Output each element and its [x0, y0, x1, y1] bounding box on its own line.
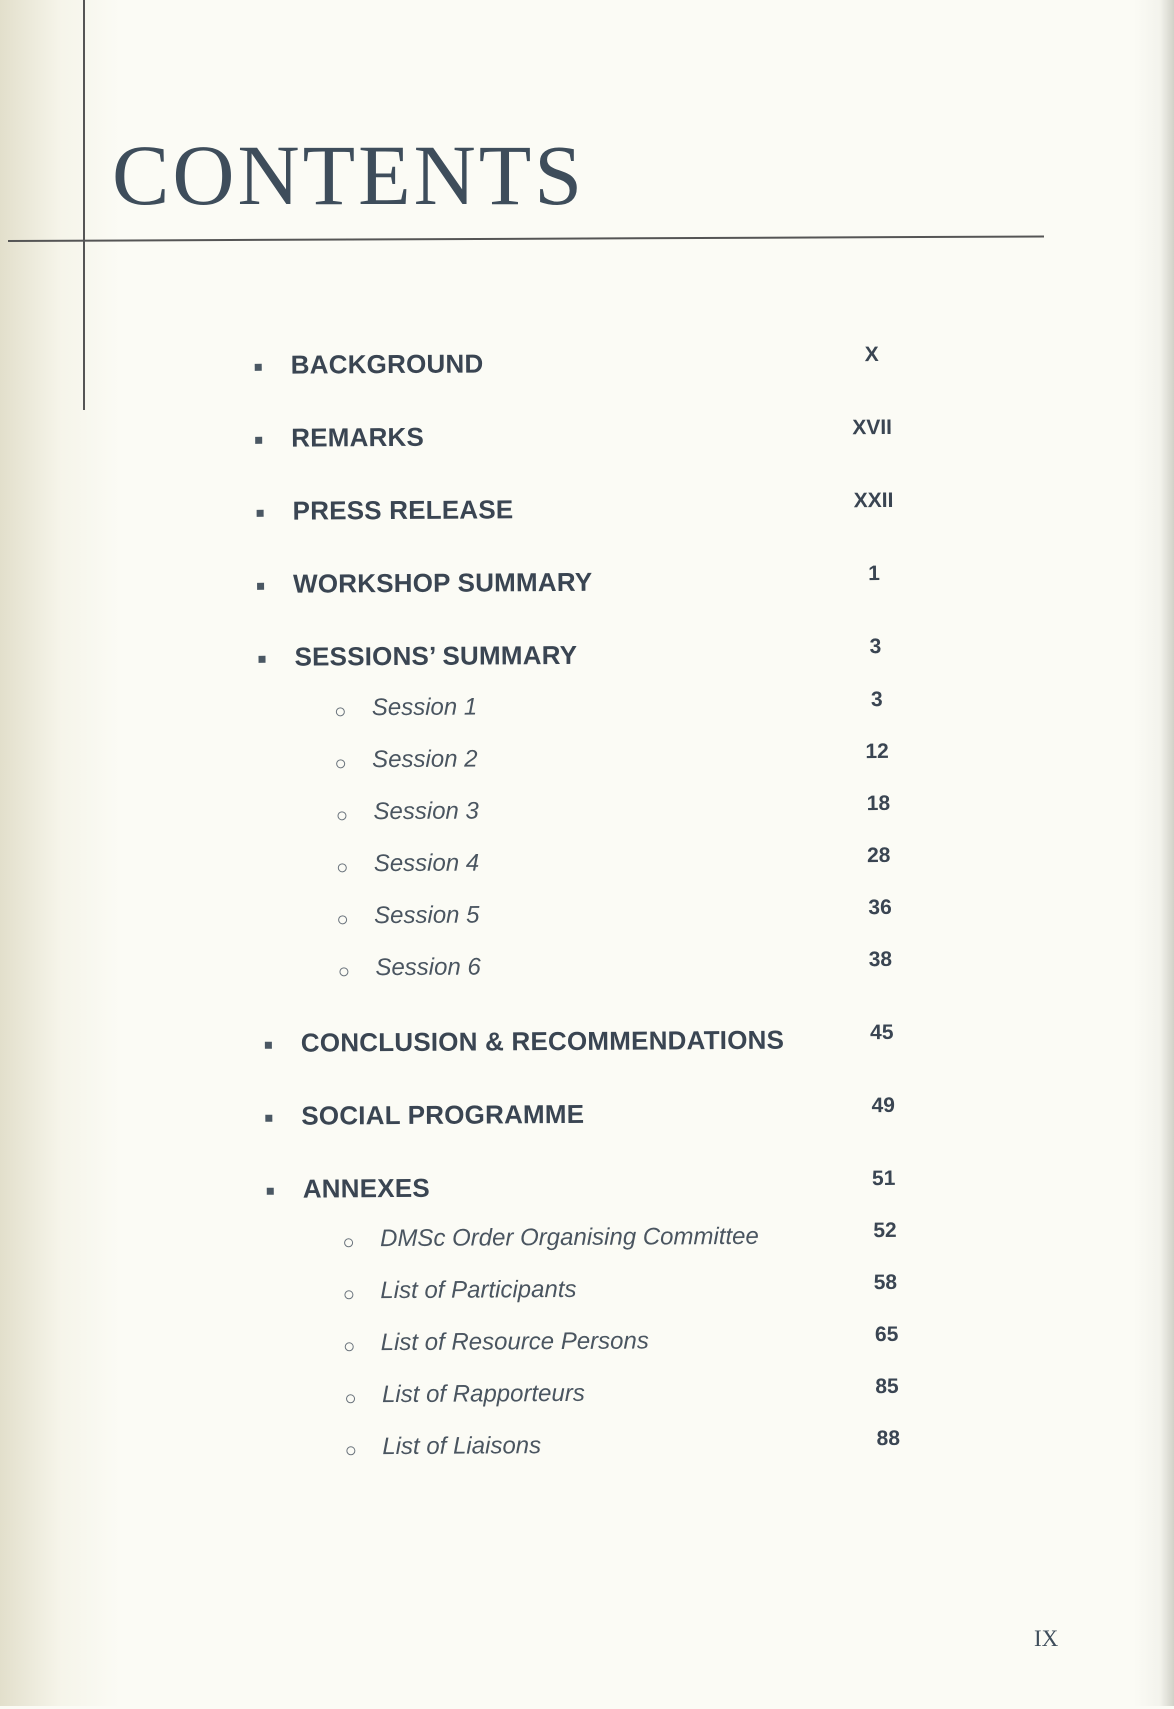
page-title: CONTENTS: [112, 127, 586, 223]
toc-entry-annexes[interactable]: [2, 1165, 1174, 1212]
circle-bullet-icon: [338, 915, 347, 924]
toc-entry-label: Session 3: [373, 797, 479, 826]
toc-entry-page: 1: [868, 562, 880, 586]
toc-entry-page: 12: [865, 739, 889, 764]
square-bullet-icon: [265, 1115, 272, 1122]
circle-bullet-icon: [336, 707, 345, 716]
toc-entry-background[interactable]: [0, 341, 1171, 388]
toc-entry-label: DMSc Order Organising Committee: [379, 1222, 759, 1253]
toc-entry-label: List of Rapporteurs: [381, 1379, 585, 1409]
toc-entry-press-release[interactable]: [0, 487, 1172, 534]
toc-entry-label: PRESS RELEASE: [292, 494, 514, 526]
toc-entry-label: List of Participants: [380, 1275, 577, 1305]
toc-entry-label: Session 4: [373, 849, 480, 878]
toc-entry-session-4[interactable]: [0, 842, 1174, 889]
circle-bullet-icon: [337, 811, 346, 820]
toc-entry-liaisons[interactable]: [3, 1425, 1174, 1472]
square-bullet-icon: [255, 364, 262, 371]
circle-bullet-icon: [346, 1446, 355, 1455]
toc-entry-label: Session 1: [371, 693, 478, 722]
toc-entry-label: REMARKS: [291, 421, 425, 453]
toc-entry-page: 3: [869, 635, 882, 659]
toc-entry-sessions-summary[interactable]: [0, 633, 1173, 680]
toc-entry-page: 28: [866, 843, 891, 868]
circle-bullet-icon: [336, 759, 345, 768]
toc-entry-organising-committee[interactable]: [2, 1217, 1174, 1264]
toc-entry-remarks[interactable]: [0, 414, 1171, 461]
toc-entry-conclusion[interactable]: [1, 1019, 1174, 1066]
square-bullet-icon: [259, 656, 266, 663]
toc-entry-page: 58: [873, 1270, 898, 1295]
toc-entry-page: 65: [874, 1322, 899, 1347]
square-bullet-icon: [265, 1042, 272, 1049]
toc-entry-label: SESSIONS’ SUMMARY: [294, 639, 578, 672]
toc-entry-session-1[interactable]: [0, 686, 1173, 733]
toc-entry-label: Session 2: [372, 745, 478, 774]
toc-entry-page: 49: [871, 1093, 896, 1118]
toc-entry-label: List of Liaisons: [382, 1432, 542, 1461]
circle-bullet-icon: [344, 1238, 353, 1247]
square-bullet-icon: [267, 1188, 274, 1195]
toc-entry-label: CONCLUSION & RECOMMENDATIONS: [300, 1024, 785, 1058]
toc-entry-social-programme[interactable]: [1, 1092, 1174, 1139]
toc-entry-page: 36: [868, 895, 892, 920]
toc-entry-page: XVII: [852, 415, 893, 440]
toc-entry-page: 51: [871, 1166, 896, 1191]
toc-entry-page: 85: [875, 1374, 899, 1399]
toc-entry-label: ANNEXES: [302, 1172, 430, 1204]
toc-entry-page: 18: [866, 791, 891, 816]
toc-entry-label: WORKSHOP SUMMARY: [292, 566, 593, 599]
circle-bullet-icon: [346, 1394, 355, 1403]
toc-entry-label: BACKGROUND: [290, 348, 484, 380]
toc-entry-page: 3: [870, 688, 883, 712]
circle-bullet-icon: [344, 1290, 353, 1299]
toc-entry-session-6[interactable]: [0, 946, 1174, 993]
toc-entry-participants[interactable]: [2, 1269, 1174, 1316]
page-number: IX: [1034, 1626, 1059, 1651]
square-bullet-icon: [257, 583, 264, 590]
circle-bullet-icon: [338, 863, 347, 872]
toc-entry-page: 38: [868, 947, 893, 972]
circle-bullet-icon: [345, 1342, 354, 1351]
toc-entry-page: X: [864, 343, 879, 367]
toc-entry-rapporteurs[interactable]: [3, 1373, 1174, 1420]
toc-entry-workshop-summary[interactable]: [0, 560, 1172, 607]
toc-entry-label: Session 6: [375, 953, 481, 982]
square-bullet-icon: [257, 510, 264, 517]
toc-entry-page: 45: [870, 1020, 894, 1045]
toc-entry-label: SOCIAL PROGRAMME: [301, 1098, 585, 1131]
toc-entry-session-3[interactable]: [0, 790, 1174, 837]
toc-entry-session-5[interactable]: [0, 894, 1174, 941]
toc-entry-label: Session 5: [374, 901, 480, 930]
square-bullet-icon: [255, 437, 262, 444]
toc-entry-resource-persons[interactable]: [3, 1321, 1174, 1368]
toc-entry-page: 52: [873, 1218, 897, 1243]
toc-entry-page: XXII: [853, 488, 894, 513]
circle-bullet-icon: [339, 967, 348, 976]
toc-entry-page: 88: [876, 1426, 901, 1451]
toc-entry-session-2[interactable]: [0, 738, 1173, 785]
toc-entry-label: List of Resource Persons: [380, 1327, 649, 1357]
